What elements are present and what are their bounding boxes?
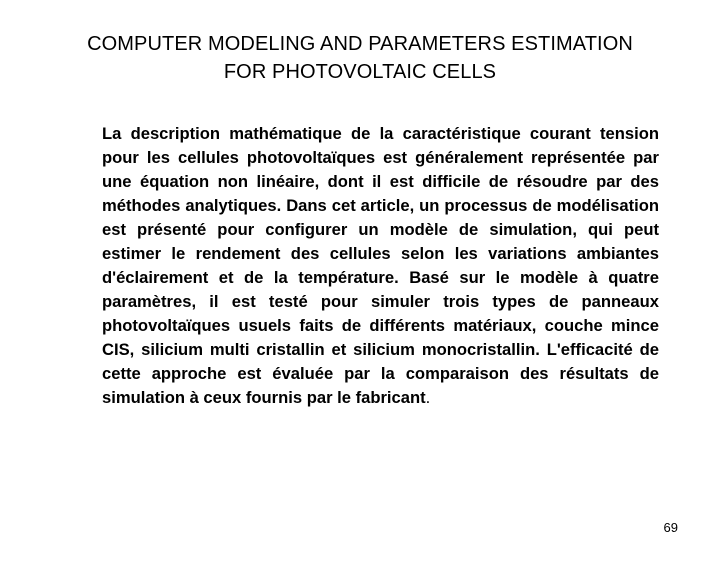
paper-title — [0, 30, 720, 86]
page-number: 69 — [663, 520, 678, 535]
paper-title-line-1: COMPUTER MODELING AND PARAMETERS ESTIMATION — [87, 33, 633, 55]
paper-title-line-2: FOR PHOTOVOLTAIC CELLS — [223, 61, 497, 83]
abstract-end-punctuation: . — [425, 388, 431, 407]
abstract-paragraph — [102, 122, 659, 410]
abstract-text: La description mathématique de la caractéristique courant tension pour les cellules photovoltaïques est généralement représentée par une équation non linéaire, dont il est difficile de résoudre par des méthodes analytiques. Dans cet article, un processus de modélisation est présenté pour configurer un modèle de simulation, qui peut estimer le rendement des cellules selon les variations ambiantes d'éclairement et de la température. Basé sur le modèle à quatre paramètres, il est testé pour simuler trois types de panneaux photovoltaïques usuels faits de différents matériaux, couche mince CIS, silicium multi cristallin et silicium monocristallin. L'efficacité de cette approche est évaluée par la comparaison des résultats de simulation à ceux fournis par le fabricant — [102, 124, 659, 407]
